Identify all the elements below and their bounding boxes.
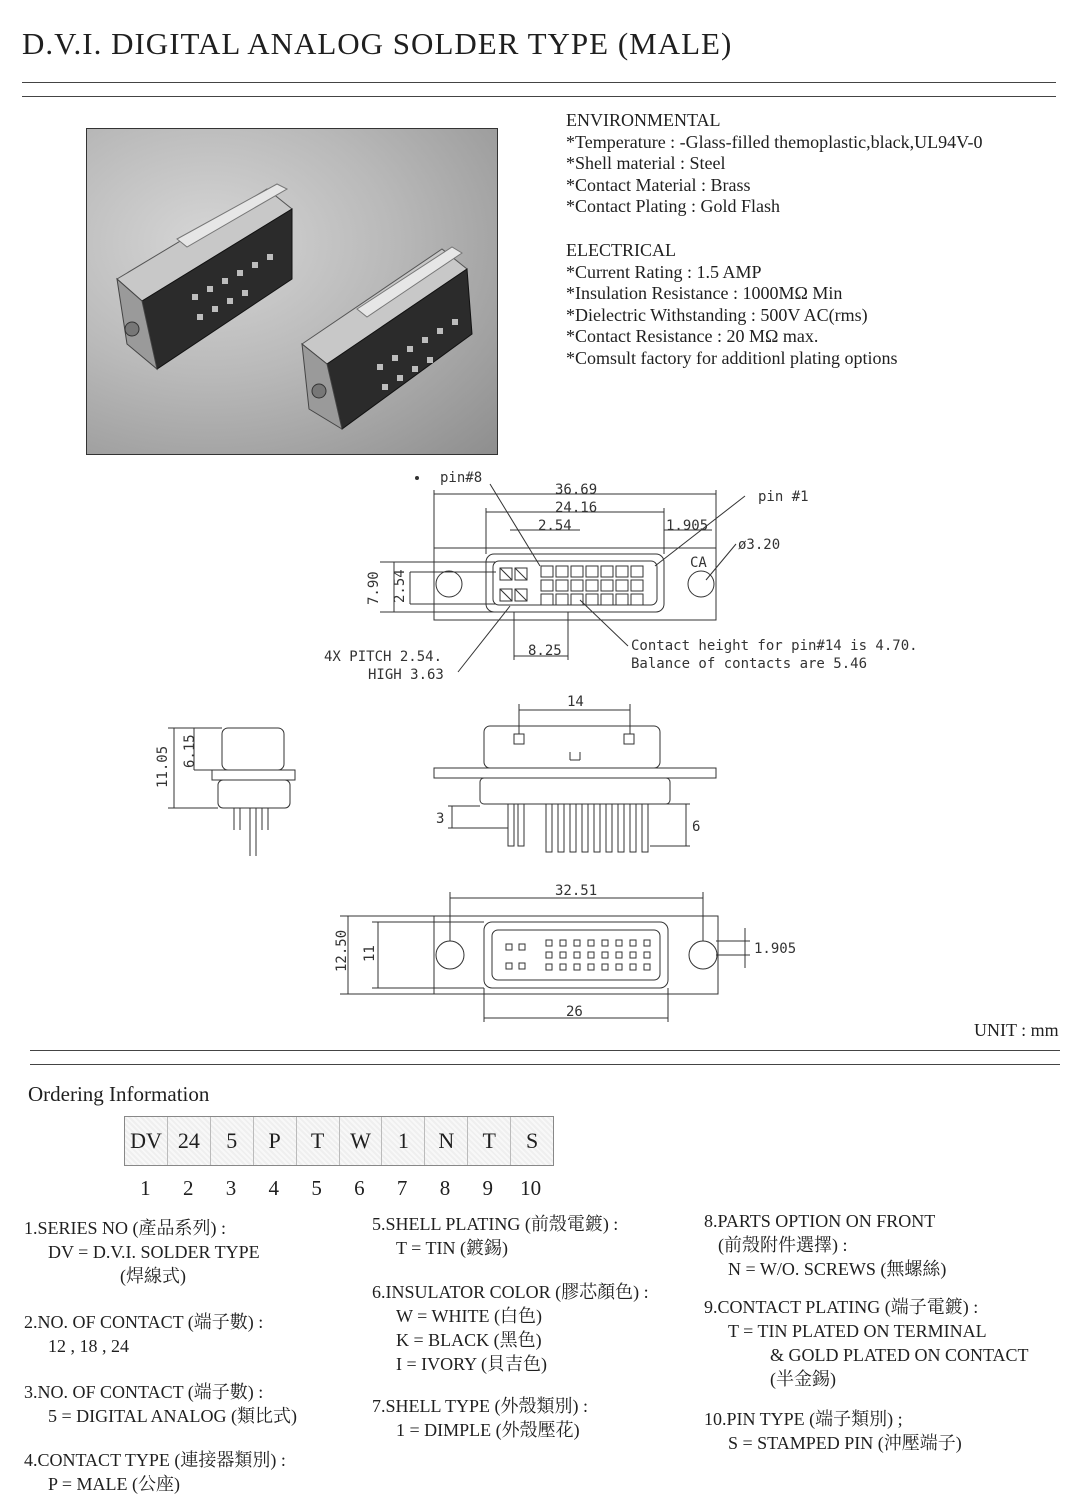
elevation-view	[434, 704, 716, 852]
option-contact-plating	[704, 1295, 1029, 1391]
position-number: 3	[225, 1176, 237, 1200]
option-heading: 7.SHELL TYPE (外殼類別) :	[372, 1396, 588, 1416]
spec-line: *Dielectric Withstanding : 500V AC(rms)	[566, 304, 868, 325]
spec-line: *Current Rating : 1.5 AMP	[566, 261, 762, 282]
pitch-note-2: HIGH 3.63	[368, 667, 444, 683]
option-value: T = TIN (鍍錫)	[396, 1238, 508, 1258]
dim-32-51: 32.51	[555, 883, 598, 899]
pin8-label: pin#8	[440, 470, 483, 486]
code-pin-type: S	[525, 1128, 539, 1153]
code-contacts: 24	[168, 1117, 211, 1165]
option-value: W = WHITE (白色)	[396, 1306, 542, 1326]
spec-line: *Comsult factory for additionl plating options	[566, 347, 898, 368]
option-value: 5 = DIGITAL ANALOG (類比式)	[48, 1406, 298, 1426]
dim-36-69: 36.69	[555, 482, 598, 498]
option-insulator-color	[372, 1280, 649, 1376]
option-value: (焊線式)	[120, 1266, 186, 1286]
position-number: 2	[182, 1176, 194, 1200]
option-value: & GOLD PLATED ON CONTACT	[770, 1345, 1029, 1365]
option-value: N = W/O. SCREWS (無螺絲)	[728, 1259, 947, 1279]
dim-3: 3	[436, 811, 445, 827]
option-value: (半金錫)	[770, 1369, 836, 1389]
code-contact-plating: T	[468, 1117, 511, 1165]
position-number: 4	[268, 1176, 280, 1200]
electrical-heading: ELECTRICAL	[566, 239, 676, 260]
contact-note-2: Balance of contacts are 5.46	[631, 656, 868, 672]
option-heading: 5.SHELL PLATING (前殼電鍍) :	[372, 1214, 619, 1234]
spec-line: *Insulation Resistance : 1000MΩ Min	[566, 283, 843, 304]
position-number: 8	[439, 1176, 451, 1200]
position-number: 9	[482, 1176, 494, 1200]
option-heading: 1.SERIES NO (產品系列) :	[24, 1218, 226, 1238]
option-value: S = STAMPED PIN (沖壓端子)	[728, 1433, 962, 1453]
code-series: DV	[125, 1117, 168, 1165]
ordering-divider-2	[30, 1064, 1060, 1065]
option-value: T = TIN PLATED ON TERMINAL	[728, 1321, 987, 1341]
option-heading: 9.CONTACT PLATING (端子電鍍) :	[704, 1297, 979, 1317]
option-heading: 10.PIN TYPE (端子類別) ;	[704, 1409, 903, 1429]
bottom-view	[340, 892, 750, 1022]
contact-note-1: Contact height for pin#14 is 4.70.	[631, 638, 918, 654]
option-series	[24, 1216, 297, 1288]
dim-14: 14	[567, 694, 584, 710]
ca-label: CA	[690, 555, 707, 571]
spec-line: *Contact Resistance : 20 MΩ max.	[566, 326, 819, 347]
dim-11: 11	[362, 945, 378, 962]
dim-dia-3-20: ø3.20	[738, 537, 781, 553]
spec-line: *Contact Material : Brass	[566, 174, 751, 195]
option-value: DV = D.V.I. SOLDER TYPE	[48, 1242, 260, 1262]
option-value: 1 = DIMPLE (外殼壓花)	[396, 1420, 580, 1440]
option-value: (前殼附件選擇) :	[718, 1235, 848, 1255]
dim-26: 26	[566, 1004, 583, 1020]
option-value: I = IVORY (貝吉色)	[396, 1354, 547, 1374]
spec-line: *Shell material : Steel	[566, 153, 726, 174]
position-number: 5	[311, 1176, 322, 1200]
code-type: 5	[211, 1117, 254, 1165]
dim-12-50: 12.50	[334, 929, 350, 972]
option-heading: 2.NO. OF CONTACT (端子數) :	[24, 1312, 264, 1332]
position-number: 6	[354, 1176, 365, 1200]
dim-7-90: 7.90	[366, 571, 382, 605]
dim-6-15: 6.15	[182, 734, 198, 768]
option-parts-front	[704, 1209, 1029, 1281]
ordering-column-1	[24, 1216, 297, 1510]
dim-2-54: 2.54	[538, 518, 572, 534]
ordering-column-2	[372, 1212, 649, 1456]
environmental-heading: ENVIRONMENTAL	[566, 110, 721, 130]
position-number: 7	[396, 1176, 408, 1200]
dim-24-16: 24.16	[555, 500, 598, 516]
code-shell-plating: T	[297, 1117, 340, 1165]
option-heading: 8.PARTS OPTION ON FRONT	[704, 1211, 936, 1231]
option-pin-type	[704, 1407, 1029, 1455]
part-number-code	[124, 1116, 554, 1166]
spec-line: *Contact Plating : Gold Flash	[566, 196, 780, 217]
option-shell-plating	[372, 1212, 649, 1260]
option-heading: 4.CONTACT TYPE (連接器類別) :	[24, 1450, 286, 1470]
code-insulator-color: W	[340, 1117, 383, 1165]
code-contact-type: P	[254, 1117, 297, 1165]
option-value: 12 , 18 , 24	[48, 1336, 129, 1356]
spec-line: *Temperature : -Glass-filled themoplastic,black,UL94V-0	[566, 131, 983, 152]
pitch-note-1: 4X PITCH 2.54.	[324, 649, 443, 665]
code-position-numbers	[124, 1176, 552, 1201]
page-title: D.V.I. DIGITAL ANALOG SOLDER TYPE (MALE)	[22, 26, 733, 61]
option-heading: 6.INSULATOR COLOR (膠芯顏色) :	[372, 1282, 649, 1302]
unit-label: UNIT : mm	[974, 1020, 1059, 1040]
pin1-label: pin #1	[758, 489, 809, 505]
dim-1-905: 1.905	[666, 518, 709, 534]
option-contacts	[24, 1310, 297, 1358]
ordering-title: Ordering Information	[28, 1082, 210, 1106]
option-value: P = MALE (公座)	[48, 1474, 180, 1494]
position-number: 1	[140, 1176, 151, 1200]
option-heading: 3.NO. OF CONTACT (端子數) :	[24, 1382, 264, 1402]
dim-11-05: 11.05	[155, 745, 171, 788]
code-shell-type: 1	[382, 1117, 425, 1165]
option-type	[24, 1380, 297, 1428]
dim-1-905-bottom: 1.905	[754, 941, 797, 957]
dim-2-54-vertical: 2.54	[392, 569, 408, 603]
position-number: 10	[520, 1176, 542, 1200]
dim-6: 6	[692, 819, 701, 835]
ordering-divider	[30, 1050, 1060, 1051]
ordering-column-3	[704, 1209, 1029, 1469]
option-shell-type	[372, 1394, 649, 1442]
code-parts-option: N	[425, 1117, 468, 1165]
dim-8-25: 8.25	[528, 643, 562, 659]
option-value: K = BLACK (黑色)	[396, 1330, 542, 1350]
